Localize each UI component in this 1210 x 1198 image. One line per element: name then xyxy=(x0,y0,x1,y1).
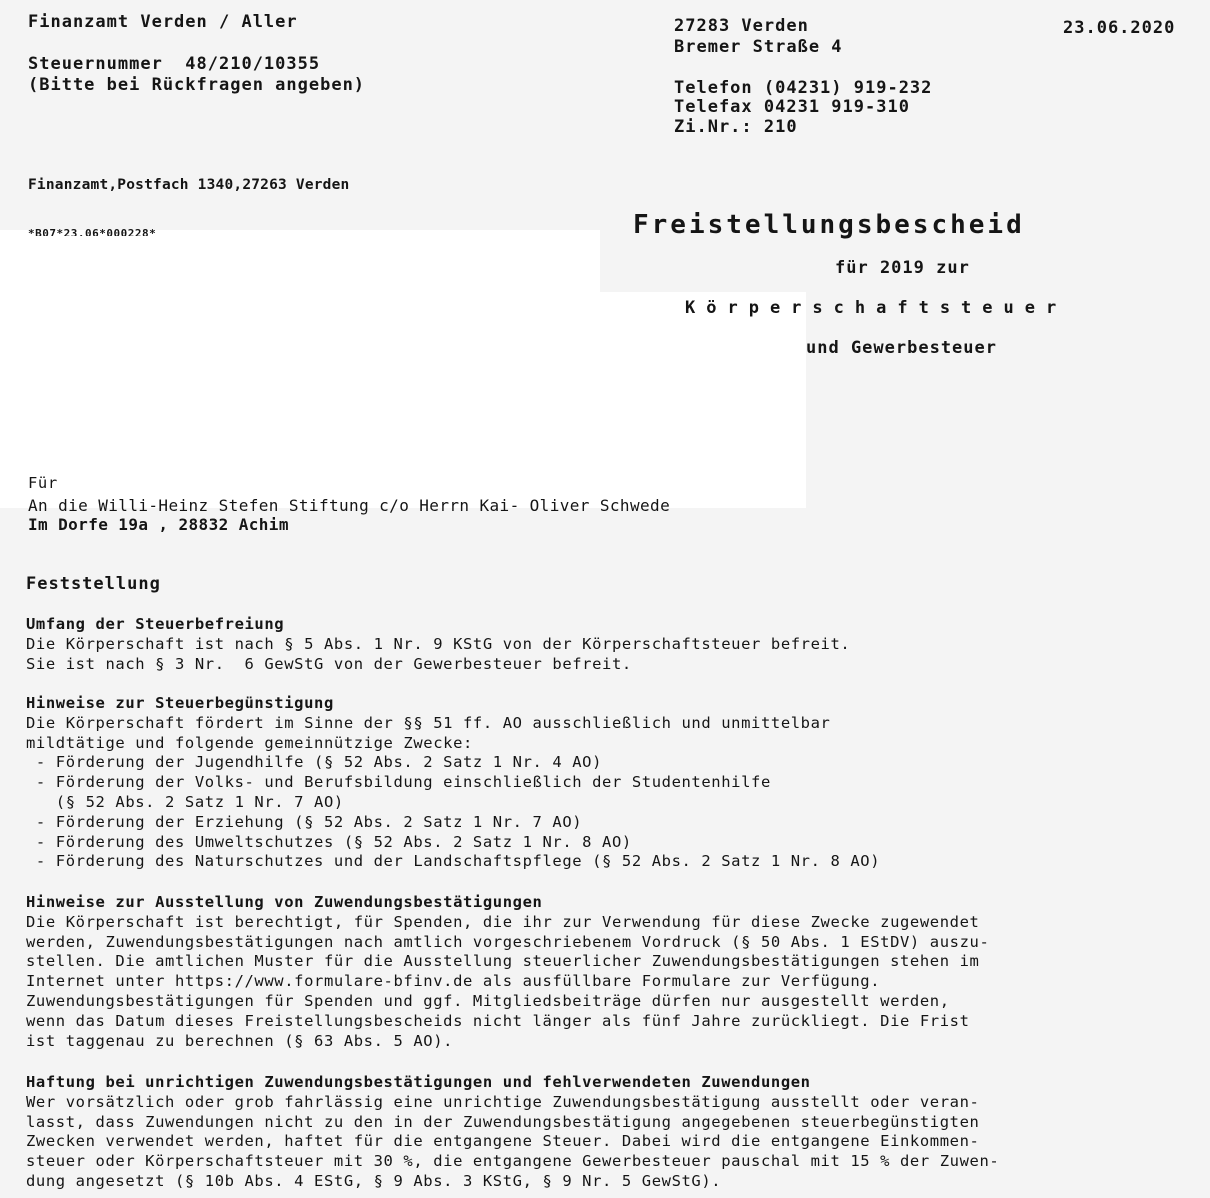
section-umfang xyxy=(26,615,850,674)
zuwendung-line: Die Körperschaft ist berechtigt, für Spenden, die ihr zur Verwendung für diese Zwecke zugewendet xyxy=(26,912,980,931)
zuwendung-line: werden, Zuwendungsbestätigungen nach amtlich vorgeschriebenem Vordruck (§ 50 Abs. 1 EStDV) auszu- xyxy=(26,932,990,951)
phone-number: Telefon (04231) 919-232 xyxy=(674,78,933,98)
beguenstigung-line: - Förderung der Jugendhilfe (§ 52 Abs. 2 Satz 1 Nr. 4 AO) xyxy=(26,753,603,772)
title-tax-type: Körperschaftsteuer xyxy=(685,298,1068,318)
zuwendung-line: Zuwendungsbestätigungen für Spenden und ggf. Mitgliedsbeiträge dürfen nur ausgestellt werden, xyxy=(26,991,950,1010)
recipient-address: Im Dorfe 19a , 28832 Achim xyxy=(28,515,289,534)
section-haftung xyxy=(26,1073,999,1192)
beguenstigung-line: - Förderung des Naturschutzes und der Landschaftspflege (§ 52 Abs. 2 Satz 1 Nr. 8 AO) xyxy=(26,852,881,871)
barcode-code: *B07*23.06*000228* xyxy=(28,227,157,236)
zuwendung-line: Internet unter https://www.formulare-bfinv.de als ausfüllbare Formulare zur Verfügung. xyxy=(26,972,881,991)
zuwendung-line: stellen. Die amtlichen Muster für die Ausstellung steuerlicher Zuwendungsbestätigungen stehen im xyxy=(26,952,980,971)
beguenstigung-line: - Förderung der Volks- und Berufsbildung einschließlich der Studentenhilfe xyxy=(26,773,771,792)
beguenstigung-line: - Förderung des Umweltschutzes (§ 52 Abs. 2 Satz 1 Nr. 8 AO) xyxy=(26,832,632,851)
beguenstigung-line: mildtätige und folgende gemeinnützige Zwecke: xyxy=(26,733,473,752)
document-date: 23.06.2020 xyxy=(1063,18,1176,38)
beguenstigung-heading: Hinweise zur Steuerbegünstigung xyxy=(26,694,334,712)
document-title: Freistellungsbescheid xyxy=(633,210,1025,240)
haftung-line: dung angesetzt (§ 10b Abs. 4 EStG, § 9 Abs. 3 KStG, § 9 Nr. 5 GewStG). xyxy=(26,1171,722,1190)
section-zuwendungsbestaetigungen xyxy=(26,893,989,1051)
beguenstigung-line: (§ 52 Abs. 2 Satz 1 Nr. 7 AO) xyxy=(26,792,344,811)
zuwendung-line: wenn das Datum dieses Freistellungsbescheids nicht länger als fünf Jahre zurückliegt. Die Frist xyxy=(26,1011,970,1030)
whited-out-area xyxy=(0,292,806,508)
beguenstigung-line: Die Körperschaft fördert im Sinne der §§ 51 ff. AO ausschließlich und unmittelbar xyxy=(26,713,831,732)
whited-out-area-top xyxy=(0,230,600,300)
zuwendung-line: ist taggenau zu berechnen (§ 63 Abs. 5 AO). xyxy=(26,1031,454,1050)
section-steuerbeguenstigung xyxy=(26,694,880,872)
fax-number: Telefax 04231 919-310 xyxy=(674,97,910,117)
haftung-heading: Haftung bei unrichtigen Zuwendungsbestätigungen und fehlverwendeten Zuwendungen xyxy=(26,1073,811,1091)
haftung-line: Zwecken verwendet werden, haftet für die entgangene Steuer. Dabei wird die entgangene Einkommen- xyxy=(26,1132,980,1151)
umfang-line: Die Körperschaft ist nach § 5 Abs. 1 Nr. 9 KStG von der Körperschaftsteuer befreit. xyxy=(26,634,851,653)
address-line-2: Bremer Straße 4 xyxy=(674,37,843,57)
recipient-for-label: Für xyxy=(28,474,58,492)
title-trade-tax: und Gewerbesteuer xyxy=(806,338,997,358)
umfang-line: Sie ist nach § 3 Nr. 6 GewStG von der Gewerbesteuer befreit. xyxy=(26,654,632,673)
beguenstigung-line: - Förderung der Erziehung (§ 52 Abs. 2 Satz 1 Nr. 7 AO) xyxy=(26,812,583,831)
recipient-name: An die Willi-Heinz Stefen Stiftung c/o Herrn Kai- Oliver Schwede xyxy=(28,496,671,515)
section-feststellung-heading: Feststellung xyxy=(26,574,161,594)
address-line-1: 27283 Verden xyxy=(674,16,809,36)
haftung-line: lasst, dass Zuwendungen nicht zu den in der Zuwendungsbestätigung angegebenen steuerbegünstigten xyxy=(26,1112,980,1131)
title-year-line: für 2019 zur xyxy=(835,258,970,278)
office-name: Finanzamt Verden / Aller xyxy=(28,12,298,32)
tax-number: Steuernummer 48/210/10355 xyxy=(28,54,321,74)
haftung-line: steuer oder Körperschaftsteuer mit 30 %, die entgangene Gewerbesteuer pauschal mit 15 % der Zuwen- xyxy=(26,1152,1000,1171)
zuwendung-heading: Hinweise zur Ausstellung von Zuwendungsbestätigungen xyxy=(26,893,543,911)
sender-return-address: Finanzamt,Postfach 1340,27263 Verden xyxy=(28,177,350,193)
tax-number-hint: (Bitte bei Rückfragen angeben) xyxy=(28,75,366,95)
umfang-heading: Umfang der Steuerbefreiung xyxy=(26,615,285,633)
room-number: Zi.Nr.: 210 xyxy=(674,117,798,137)
haftung-line: Wer vorsätzlich oder grob fahrlässig eine unrichtige Zuwendungsbestätigung ausstellt oder veran- xyxy=(26,1092,980,1111)
